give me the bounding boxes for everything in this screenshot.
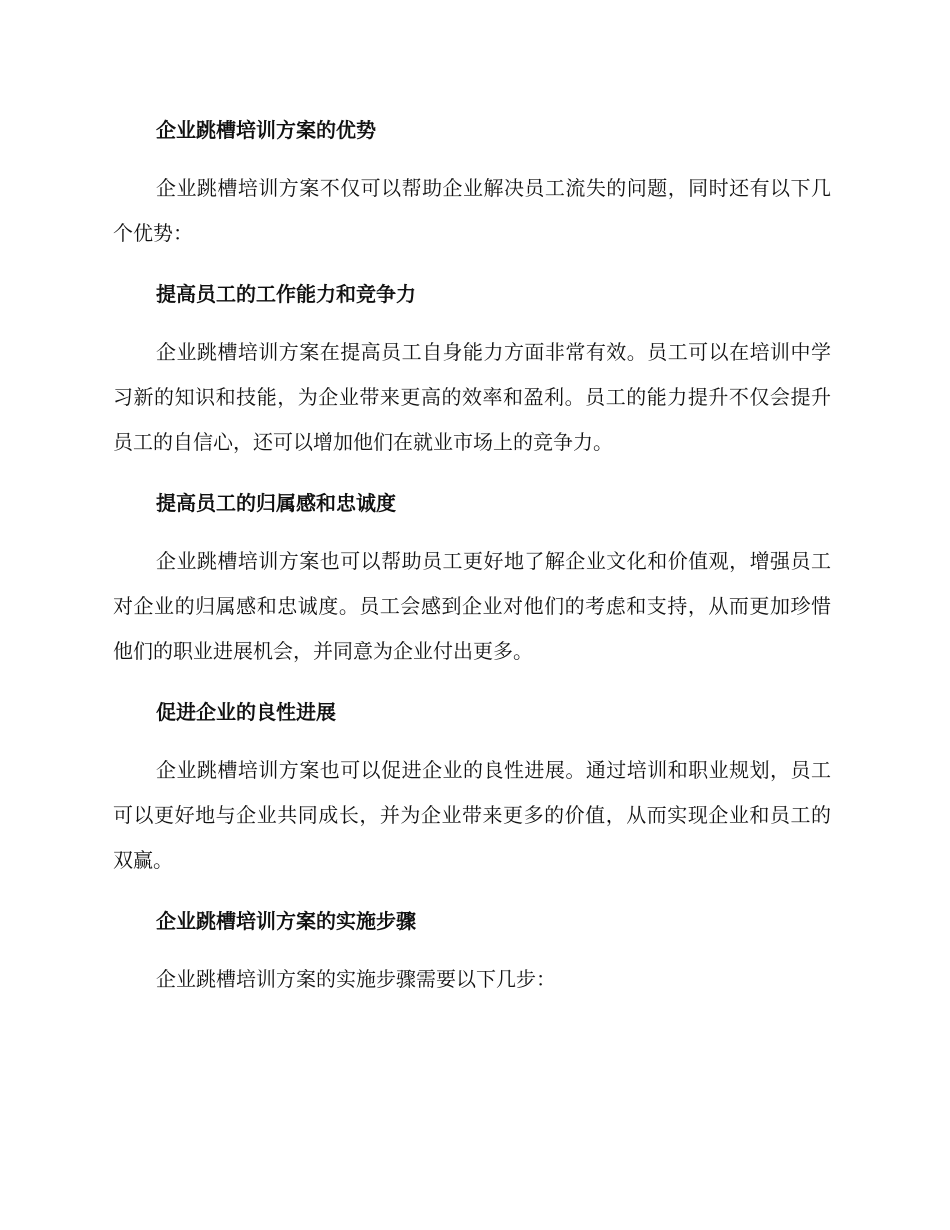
section-heading-development: 促进企业的良性进展 (156, 700, 336, 724)
paragraph-development: 企业跳槽培训方案也可以促进企业的良性进展。通过培训和职业规划，员工可以更好地与企业共同成长，并为企业带来更多的价值，从而实现企业和员工的双赢。 (113, 758, 831, 872)
section-heading-loyalty: 提高员工的归属感和忠诚度 (156, 491, 396, 515)
section-heading-ability: 提高员工的工作能力和竞争力 (156, 282, 416, 306)
paragraph-loyalty: 企业跳槽培训方案也可以帮助员工更好地了解企业文化和价值观，增强员工对企业的归属感和忠诚度。员工会感到企业对他们的考虑和支持，从而更加珍惜他们的职业进展机会，并同意为企业付出更多。 (113, 549, 831, 663)
section-heading-advantages: 企业跳槽培训方案的优势 (156, 118, 376, 142)
paragraph-ability: 企业跳槽培训方案在提高员工自身能力方面非常有效。员工可以在培训中学习新的知识和技能，为企业带来更高的效率和盈利。员工的能力提升不仅会提升员工的自信心，还可以增加他们在就业市场上的竞争力。 (113, 340, 831, 454)
document-body (113, 108, 831, 1002)
paragraph-implementation-intro: 企业跳槽培训方案的实施步骤需要以下几步： (156, 967, 556, 991)
section-heading-implementation: 企业跳槽培训方案的实施步骤 (156, 909, 416, 933)
paragraph-advantages-intro: 企业跳槽培训方案不仅可以帮助企业解决员工流失的问题，同时还有以下几个优势： (113, 176, 831, 245)
